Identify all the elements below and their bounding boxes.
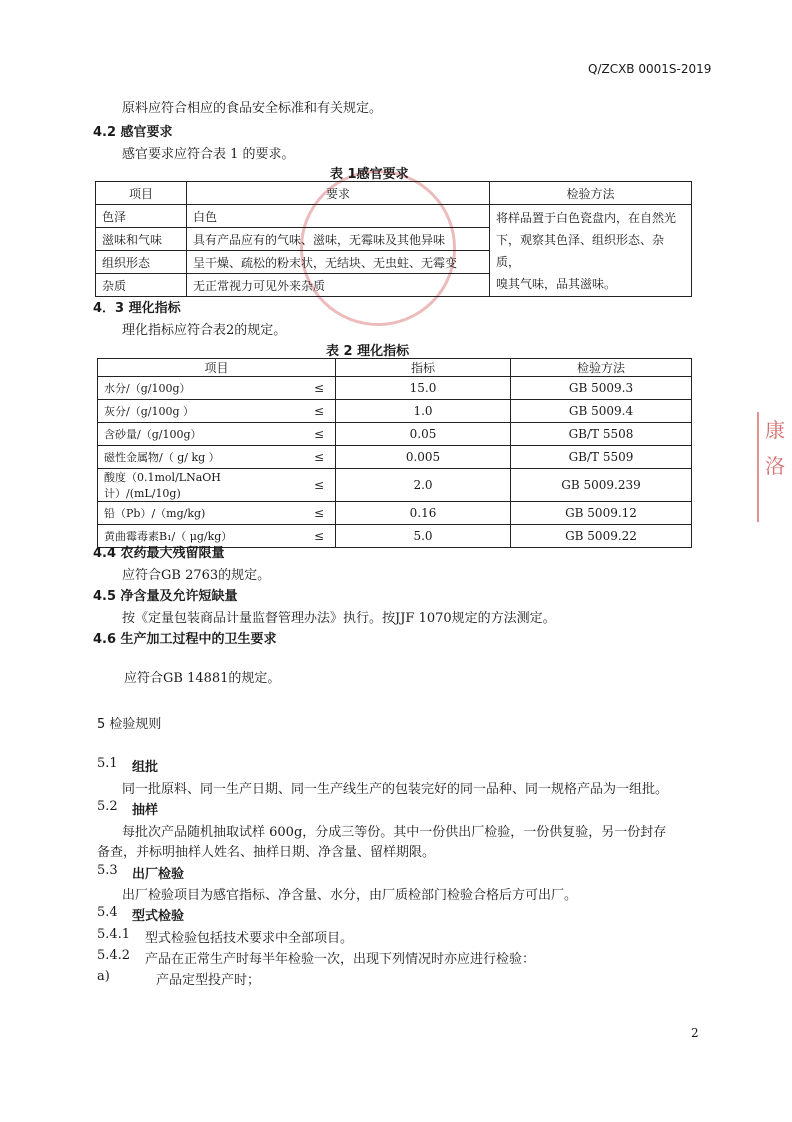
table2-method: GB/T 5508 bbox=[511, 423, 692, 446]
section-5-2-title: 抽样 bbox=[132, 803, 159, 818]
table2-method: GB 5009.4 bbox=[511, 400, 692, 423]
side-stamp-char: 洛 bbox=[765, 454, 785, 478]
section-4-6-title: 4.6 生产加工过程中的卫生要求 bbox=[93, 632, 277, 647]
table1-cell: 色泽 bbox=[96, 205, 187, 228]
side-stamp-char: 康 bbox=[765, 418, 785, 442]
section-5-4-2-text: 产品在正常生产时每半年检验一次，出现下列情况时亦应进行检验： bbox=[145, 952, 536, 967]
section-5-1-title: 组批 bbox=[132, 760, 159, 775]
table1-cell: 具有产品应有的气味、滋味，无霉味及其他异味 bbox=[187, 228, 490, 251]
section-5-4-1-text: 型式检验包括技术要求中全部项目。 bbox=[145, 931, 354, 946]
table2-op: ≤ bbox=[303, 423, 336, 446]
table1-method-line: 将样品置于白色瓷盘内，在自然光 bbox=[496, 210, 677, 225]
table2-item: 含砂量/（g/100g） bbox=[98, 423, 304, 446]
table1 bbox=[95, 181, 692, 297]
section-5-4-num: 5.4 bbox=[97, 905, 118, 920]
doc-code: Q/ZCXB 0001S-2019 bbox=[588, 62, 712, 76]
table1-cell: 白色 bbox=[187, 205, 490, 228]
table2-value: 0.005 bbox=[336, 446, 511, 469]
table2-header: 项目 bbox=[98, 359, 336, 377]
section-4-6-text: 应符合GB 14881的规定。 bbox=[124, 671, 281, 686]
table1-caption: 表 1感官要求 bbox=[330, 167, 409, 182]
section-5-4-2-num: 5.4.2 bbox=[97, 948, 131, 963]
table2-method: GB 5009.12 bbox=[511, 502, 692, 525]
section-4-2-text: 感官要求应符合表 1 的要求。 bbox=[122, 147, 295, 162]
section-4-3-text: 理化指标应符合表2的规定。 bbox=[122, 323, 287, 338]
table1-header: 要求 bbox=[187, 182, 490, 205]
table2-method: GB/T 5509 bbox=[511, 446, 692, 469]
table1-cell: 呈干燥、疏松的粉末状，无结块、无虫蛀、无霉变 bbox=[187, 251, 490, 274]
table1-header: 检验方法 bbox=[490, 182, 692, 205]
table2-item: 铅（Pb）/（mg/kg) bbox=[98, 502, 304, 525]
table2-header: 指标 bbox=[336, 359, 511, 377]
list-item-text: 产品定型投产时； bbox=[156, 973, 261, 988]
table2-value: 15.0 bbox=[336, 377, 511, 400]
table2-method: GB 5009.22 bbox=[511, 525, 692, 548]
table2-item: 酸度（0.1mol/LNaOH 计）/(mL/10g) bbox=[98, 469, 304, 502]
table2-value: 5.0 bbox=[336, 525, 511, 548]
section-4-3-title: 4．3 理化指标 bbox=[93, 301, 181, 316]
table2-method: GB 5009.239 bbox=[511, 469, 692, 502]
table2-item: 水分/（g/100g） bbox=[98, 377, 304, 400]
table1-cell: 组织形态 bbox=[96, 251, 187, 274]
section-4-4-text: 应符合GB 2763的规定。 bbox=[122, 568, 271, 583]
table2-op: ≤ bbox=[303, 502, 336, 525]
table2-value: 1.0 bbox=[336, 400, 511, 423]
table2-value: 0.05 bbox=[336, 423, 511, 446]
section-5-2-text: 每批次产品随机抽取试样 600g，分成三等份。其中一份供出厂检验，一份供复验，另一份封存 bbox=[122, 825, 667, 840]
table2-header: 检验方法 bbox=[511, 359, 692, 377]
section-5-2-text: 备查，并标明抽样人姓名、抽样日期、净含量、留样期限。 bbox=[97, 845, 436, 860]
table2-caption: 表 2 理化指标 bbox=[326, 344, 410, 359]
table2-op: ≤ bbox=[303, 377, 336, 400]
table2-op: ≤ bbox=[303, 400, 336, 423]
intro-line: 原料应符合相应的食品安全标准和有关规定。 bbox=[122, 101, 383, 116]
table1-cell: 滋味和气味 bbox=[96, 228, 187, 251]
section-4-5-title: 4.5 净含量及允许短缺量 bbox=[93, 589, 238, 604]
section-5-3-title: 出厂检验 bbox=[132, 867, 185, 882]
table2-op: ≤ bbox=[303, 525, 336, 548]
section-5-3-num: 5.3 bbox=[97, 863, 118, 878]
table2-value: 0.16 bbox=[336, 502, 511, 525]
table2-op: ≤ bbox=[303, 469, 336, 502]
table2 bbox=[97, 358, 692, 548]
section-5-3-text: 出厂检验项目为感官指标、净含量、水分，由厂质检部门检验合格后方可出厂。 bbox=[122, 888, 578, 903]
side-stamp bbox=[757, 412, 789, 522]
table2-item: 黄曲霉毒素B₁/（ μg/kg） bbox=[98, 525, 304, 548]
section-5-4-1-num: 5.4.1 bbox=[97, 927, 131, 942]
table1-method-line: 下，观察其色泽、组织形态、杂质， bbox=[496, 232, 665, 269]
section-5-1-text: 同一批原料、同一生产日期、同一生产线生产的包装完好的同一品种、同一规格产品为一组批。 bbox=[122, 782, 669, 797]
section-5-title: 5 检验规则 bbox=[97, 717, 162, 732]
section-4-2-title: 4.2 感官要求 bbox=[93, 125, 173, 140]
table2-method: GB 5009.3 bbox=[511, 377, 692, 400]
table1-cell: 无正常视力可见外来杂质 bbox=[187, 274, 490, 297]
page-number: 2 bbox=[691, 1026, 699, 1040]
section-5-4-title: 型式检验 bbox=[132, 909, 185, 924]
table1-cell: 杂质 bbox=[96, 274, 187, 297]
section-4-5-text: 按《定量包装商品计量监督管理办法》执行。按JJF 1070规定的方法测定。 bbox=[122, 611, 556, 626]
table2-value: 2.0 bbox=[336, 469, 511, 502]
section-5-1-num: 5.1 bbox=[97, 756, 118, 771]
table2-op: ≤ bbox=[303, 446, 336, 469]
section-4-4-title: 4.4 农药最大残留限量 bbox=[93, 546, 225, 561]
table1-header: 项目 bbox=[96, 182, 187, 205]
section-5-2-num: 5.2 bbox=[97, 799, 118, 814]
table2-item: 灰分/（g/100g ） bbox=[98, 400, 304, 423]
table2-item: 磁性金属物/（ g/ kg ） bbox=[98, 446, 304, 469]
table1-method-line: 嗅其气味，品其滋味。 bbox=[496, 276, 617, 291]
list-item-label: a) bbox=[97, 969, 110, 984]
